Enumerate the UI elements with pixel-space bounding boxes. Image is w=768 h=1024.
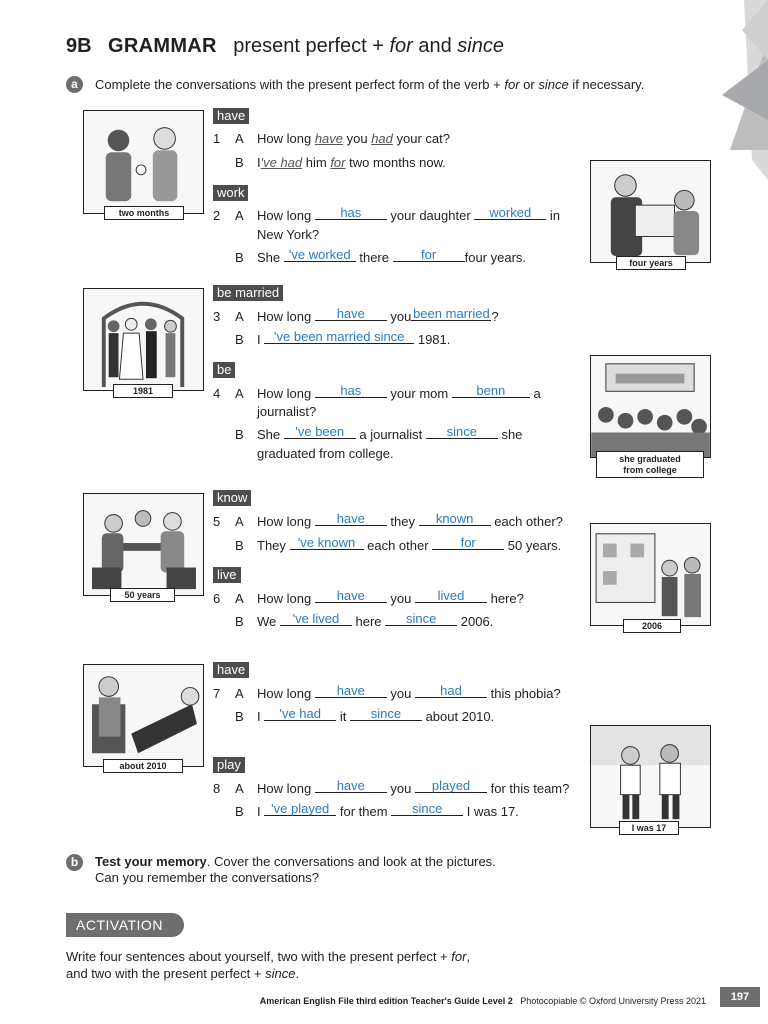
item-5-b — [235, 535, 562, 554]
caption-4-line-2: from college — [623, 465, 677, 475]
text: your daughter — [386, 208, 475, 223]
answer-blank[interactable]: 've had — [264, 707, 336, 721]
answer-blank[interactable]: 've lived — [280, 612, 352, 626]
text: 50 years. — [504, 538, 562, 553]
footer — [260, 996, 706, 1006]
picture-therapy — [83, 664, 204, 767]
text: How long — [257, 131, 315, 146]
text: it — [336, 709, 350, 724]
speaker-b: B — [235, 427, 244, 442]
answer-blank[interactable]: since — [426, 425, 498, 439]
example-answer: have — [314, 131, 344, 146]
text: She — [257, 427, 284, 442]
text: for this team? — [487, 781, 570, 796]
picture-elderly-couple — [83, 493, 204, 596]
item-6-a — [213, 588, 524, 607]
text: How long — [257, 514, 315, 529]
speaker-a: A — [235, 781, 244, 796]
activation-banner: ACTIVATION — [66, 913, 184, 937]
speaker-b: B — [235, 332, 244, 347]
answer-blank[interactable]: since — [350, 707, 422, 721]
answer-blank[interactable]: had — [415, 684, 487, 698]
text: I — [257, 709, 265, 724]
text: and two with the present perfect + — [66, 966, 266, 981]
example-answer: had — [371, 131, 393, 146]
text: , — [466, 949, 471, 964]
text: Write four sentences about yourself, two with the present perfect + — [66, 949, 452, 964]
picture-graduation — [590, 355, 711, 458]
item-1-b — [235, 155, 446, 171]
instr-text-1: Complete the conversations with the present perfect form of the verb + — [95, 77, 505, 92]
answer-blank[interactable]: have — [315, 589, 387, 603]
text: you — [343, 131, 372, 146]
speaker-b: B — [235, 155, 244, 170]
caption-1: two months — [104, 206, 184, 220]
answer-blank[interactable]: worked — [474, 206, 546, 220]
text: I — [257, 804, 265, 819]
topic-since: since — [457, 35, 504, 57]
answer-blank[interactable]: 've known — [290, 536, 364, 550]
text: in — [546, 208, 560, 223]
caption-8: I was 17 — [619, 821, 679, 835]
speaker-a: A — [235, 514, 244, 529]
text: How long — [257, 309, 315, 324]
answer-blank[interactable]: known — [419, 512, 491, 526]
text: ? — [491, 309, 499, 324]
text: this phobia? — [487, 686, 561, 701]
item-number: 3 — [213, 309, 221, 324]
item-number: 5 — [213, 514, 221, 529]
item-2-a — [213, 205, 560, 224]
footer-book: American English File third edition Teacher's Guide Level 2 — [259, 996, 513, 1006]
verb-label-5: know — [213, 490, 251, 506]
verb-label-4: be — [213, 362, 235, 378]
speaker-b: B — [235, 538, 244, 553]
answer-blank[interactable]: has — [315, 206, 387, 220]
activation-line-1 — [66, 948, 470, 965]
activation-line-2 — [66, 965, 470, 982]
verb-label-6: live — [213, 567, 241, 583]
part-b-bold: Test your memory — [95, 854, 207, 869]
text: they — [386, 514, 419, 529]
text: I was 17. — [463, 804, 519, 819]
item-4-a — [213, 383, 541, 402]
answer-blank[interactable]: 've been married since — [264, 330, 414, 344]
picture-neighbors — [590, 523, 711, 626]
verb-label-2: work — [213, 185, 248, 201]
text: . — [295, 966, 300, 981]
answer-blank[interactable]: for — [393, 248, 465, 262]
caption-4 — [596, 451, 704, 478]
answer-blank[interactable]: 've played — [264, 802, 336, 816]
text: I — [257, 155, 261, 170]
speaker-a: A — [235, 686, 244, 701]
item-number: 7 — [213, 686, 221, 701]
picture-wedding-pet — [83, 110, 204, 214]
text: We — [257, 614, 280, 629]
grammar-label: GRAMMAR — [108, 35, 217, 57]
answer-blank[interactable]: have — [315, 512, 387, 526]
item-number: 6 — [213, 591, 221, 606]
item-2-a-line-2: New York? — [257, 227, 320, 242]
item-8-a — [213, 778, 570, 797]
text: a journalist — [355, 427, 426, 442]
item-2-b — [235, 247, 527, 266]
text-since: since — [265, 966, 296, 981]
verb-label-1: have — [213, 108, 249, 124]
corner-decoration — [722, 0, 768, 180]
text: How long — [257, 591, 315, 606]
verb-label-3: be married — [213, 285, 283, 301]
text: each other — [363, 538, 433, 553]
text: him — [302, 155, 331, 170]
verb-label-8: play — [213, 757, 245, 773]
speaker-a: A — [235, 309, 244, 324]
caption-2: four years — [616, 256, 686, 270]
answer-blank[interactable]: lived — [415, 589, 487, 603]
answer-blank[interactable]: for — [432, 536, 504, 550]
speaker-b: B — [235, 250, 244, 265]
answer-blank[interactable]: has — [315, 384, 387, 398]
text: your cat? — [392, 131, 450, 146]
caption-5: 50 years — [110, 588, 175, 602]
text-for: for — [451, 949, 467, 964]
text: you — [386, 781, 415, 796]
item-number: 8 — [213, 781, 221, 796]
caption-7: about 2010 — [103, 759, 183, 773]
text: each other? — [490, 514, 563, 529]
item-5-a — [213, 511, 563, 530]
part-b-line-2: Can you remember the conversations? — [95, 870, 320, 885]
text: here? — [487, 591, 524, 606]
item-3-a — [213, 306, 499, 325]
text: How long — [257, 781, 315, 796]
text: you — [386, 686, 415, 701]
text: you — [386, 309, 412, 324]
caption-3: 1981 — [113, 384, 173, 398]
instr-since: since — [538, 77, 569, 92]
item-number: 1 — [213, 131, 221, 146]
part-b-instructions — [95, 854, 496, 869]
verb-label-7: have — [213, 662, 249, 678]
text: there — [355, 250, 393, 265]
instr-text-2: if necessary. — [568, 77, 645, 92]
item-number: 4 — [213, 386, 221, 401]
speaker-a: A — [235, 131, 244, 146]
item-1-a — [213, 131, 450, 147]
answer-blank[interactable]: benn — [452, 384, 530, 398]
answer-blank[interactable]: since — [385, 612, 457, 626]
text: your mom — [386, 386, 452, 401]
text: How long — [257, 208, 315, 223]
item-4-b — [235, 424, 523, 443]
instr-for: for — [504, 77, 520, 92]
caption-6: 2006 — [623, 619, 681, 633]
item-6-b — [235, 611, 494, 630]
text: I — [257, 332, 265, 347]
speaker-b: B — [235, 804, 244, 819]
text: a — [529, 386, 541, 401]
footer-copyright: Photocopiable © Oxford University Press 2021 — [520, 996, 706, 1006]
answer-blank[interactable]: 've been — [284, 425, 356, 439]
speaker-a: A — [235, 208, 244, 223]
picture-soccer — [590, 725, 711, 828]
text: They — [257, 538, 290, 553]
speaker-b: B — [235, 614, 244, 629]
activation-text — [66, 948, 470, 982]
topic-for: for — [389, 35, 413, 57]
item-4-b-line-2: graduated from college. — [257, 446, 394, 461]
text: she — [497, 427, 523, 442]
text: for them — [336, 804, 392, 819]
text: you — [386, 591, 415, 606]
answer-blank[interactable]: since — [391, 802, 463, 816]
item-number: 2 — [213, 208, 221, 223]
topic-prefix: present perfect + — [233, 35, 390, 57]
item-3-b — [235, 329, 451, 348]
page-number: 197 — [720, 987, 760, 1007]
text: She — [257, 250, 284, 265]
example-answer: 've had — [260, 155, 303, 170]
answer-blank[interactable]: have — [315, 684, 387, 698]
instr-or: or — [519, 77, 539, 92]
answer-blank[interactable]: been married — [413, 306, 490, 321]
item-4-a-line-2: journalist? — [257, 404, 317, 419]
answer-blank[interactable]: played — [415, 779, 487, 793]
part-a-marker: a — [66, 76, 83, 93]
page-title — [66, 35, 504, 58]
item-7-a — [213, 683, 561, 702]
text: How long — [257, 686, 315, 701]
text: two months now. — [345, 155, 446, 170]
speaker-b: B — [235, 709, 244, 724]
picture-wedding — [83, 288, 204, 391]
part-a-instructions — [95, 77, 644, 92]
example-answer: for — [330, 155, 346, 170]
text: 1981. — [414, 332, 451, 347]
caption-4-line-1: she graduated — [619, 454, 681, 464]
speaker-a: A — [235, 591, 244, 606]
part-b-marker: b — [66, 854, 83, 871]
part-b-text: . Cover the conversations and look at the pictures. — [206, 854, 496, 869]
unit-code: 9B — [66, 35, 92, 57]
speaker-a: A — [235, 386, 244, 401]
answer-blank[interactable]: have — [315, 779, 387, 793]
text: about 2010. — [421, 709, 495, 724]
answer-blank[interactable]: have — [315, 307, 387, 321]
text: How long — [257, 386, 315, 401]
item-8-b — [235, 801, 519, 820]
picture-office — [590, 160, 711, 263]
text: four years. — [464, 250, 527, 265]
text: 2006. — [457, 614, 494, 629]
text: here — [351, 614, 386, 629]
item-7-b — [235, 706, 495, 725]
topic — [233, 35, 504, 57]
answer-blank[interactable]: 've worked — [284, 248, 356, 262]
topic-and: and — [412, 35, 458, 57]
